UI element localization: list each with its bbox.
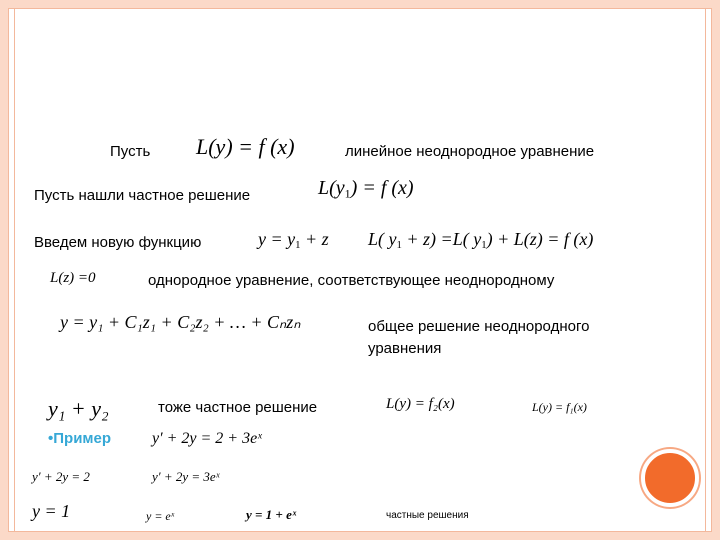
equation-f1-formula: L(y) = f₁(x) — [532, 400, 587, 414]
equation-description: линейное неоднородное уравнение — [345, 143, 595, 160]
example-main-equation: y′ + 2y = 2 + 3eˣ — [152, 430, 262, 447]
homogeneous-formula: L(z) =0 — [50, 270, 96, 286]
example-equation-b: y′ + 2y = 3eˣ — [152, 469, 220, 484]
particular-solution-label: Пусть нашли частное решение — [34, 187, 251, 204]
also-particular-label: тоже частное решение — [158, 399, 318, 416]
example-solution-c: y = 1 + eˣ — [246, 507, 297, 522]
new-function-label: Введем новую функцию — [34, 234, 202, 251]
particular-solutions-note: частные решения — [386, 510, 469, 521]
general-solution-desc-2: уравнения — [368, 340, 442, 357]
example-equation-a: y′ + 2y = 2 — [32, 469, 90, 484]
sum-of-solutions-formula: y₁ + y₂ — [48, 396, 109, 421]
homogeneous-description: однородное уравнение, соответствующее неоднородному — [148, 272, 555, 289]
slide-canvas — [8, 8, 712, 532]
example-solution-b: y = eˣ — [146, 509, 175, 523]
equation-f2-formula: L(y) = f₂(x) — [386, 396, 455, 412]
left-rule — [14, 8, 15, 532]
general-solution-desc-1: общее решение неоднородного — [368, 318, 590, 335]
example-solution-a: y = 1 — [32, 501, 71, 521]
intro-label: Пусть — [110, 143, 151, 160]
decorative-orange-circle — [641, 449, 699, 507]
substitution-formula: $y = y_1 + z$ — [258, 229, 329, 252]
operator-expansion-formula: L( $y_1 + z) =L$( $y_1) + L(z) = f$ (x) — [368, 229, 594, 252]
right-rule — [705, 8, 706, 532]
example-heading: •Пример — [48, 430, 112, 447]
particular-solution-formula: $L(y_1) = f$ (x) — [318, 177, 414, 201]
general-solution-formula: y = y₁ + C₁z₁ + C₂z₂ + … + Cₙzₙ — [60, 312, 301, 332]
equation-ly-fx: L(y) = f (x) — [196, 134, 295, 159]
